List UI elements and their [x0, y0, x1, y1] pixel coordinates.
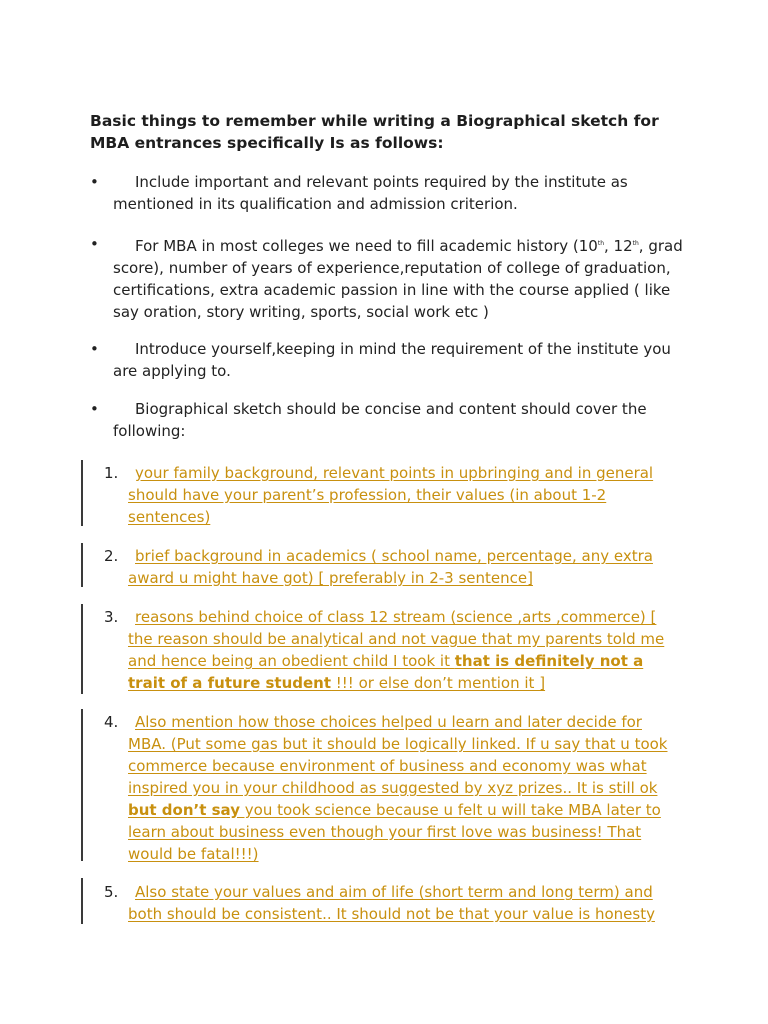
- bullet-dot: •: [90, 235, 99, 253]
- bullet-text-part: , grad score), number of years of experience,reputation of college of graduation, certifications, extra academic passion in line with the course applied ( like say oration, story writing, sports, social work etc ): [113, 237, 683, 321]
- item-text: your family background, relevant points in upbringing and in general should have your parent’s profession, their values (in about 1-2 sentences): [128, 464, 654, 526]
- change-bar: [81, 709, 83, 861]
- bullet-text-part: For MBA in most colleges we need to fill academic history (10: [135, 237, 598, 255]
- change-bar: [81, 460, 83, 526]
- bullet-text: Introduce yourself,keeping in mind the requirement of the institute you are applying to.: [113, 340, 671, 380]
- item-text: brief background in academics ( school name, percentage, any extra award u might have got) [ preferably in 2-3 sentence]: [128, 547, 653, 587]
- item-number: 3.: [104, 608, 119, 626]
- bullet-item: [90, 233, 690, 323]
- bullet-text: Biographical sketch should be concise and content should cover the following:: [113, 400, 647, 440]
- item-text-part: reasons behind choice of class 12 stream (science ,arts ,commerce) [ the reason should be analytical and not vague that my parents told me and hence being an obedient child I took it: [128, 608, 665, 670]
- heading-line-2: MBA entrances specifically Is as follows:: [90, 134, 444, 152]
- superscript-th: th: [632, 240, 639, 247]
- bullet-text: Include important and relevant points required by the institute as mentioned in its qualification and admission criterion.: [113, 173, 628, 213]
- item-text-bold: but don’t say: [128, 801, 240, 819]
- numbered-item: [104, 881, 684, 925]
- heading-line-1: Basic things to remember while writing a Biographical sketch for: [90, 112, 659, 130]
- change-bar: [81, 604, 83, 694]
- bullet-dot: •: [90, 400, 99, 418]
- bullet-dot: •: [90, 340, 99, 358]
- bullet-text: [113, 233, 690, 323]
- item-text-part: !!! or else don’t mention it ]: [331, 674, 546, 692]
- item-text-bold: that is definitely not a trait of a future student: [128, 652, 644, 692]
- bullet-item: [90, 171, 690, 215]
- item-text-part: Also mention how those choices helped u learn and later decide for MBA. (Put some gas but it should be logically linked. If u say that u took commerce because environment of business and economy was what inspired you in your childhood as suggested by xyz prizes.. It is still ok: [128, 713, 668, 797]
- item-number: 5.: [104, 883, 119, 901]
- bullet-text-part: , 12: [604, 237, 633, 255]
- numbered-item: [104, 545, 684, 589]
- numbered-item: [104, 606, 684, 694]
- item-text: Also state your values and aim of life (short term and long term) and both should be consistent.. It should not be that your value is honesty: [128, 883, 655, 923]
- document-heading: [90, 110, 680, 154]
- numbered-item: [104, 711, 684, 865]
- superscript-th: th: [597, 240, 605, 247]
- item-number: 2.: [104, 547, 119, 565]
- bullet-dot: •: [90, 173, 99, 191]
- bullet-item: [90, 338, 690, 382]
- item-text: [128, 606, 684, 694]
- change-bar: [81, 878, 83, 924]
- numbered-item: [104, 462, 684, 528]
- item-number: 1.: [104, 464, 119, 482]
- change-bar: [81, 543, 83, 587]
- item-number: 4.: [104, 713, 119, 731]
- bullet-item: [90, 398, 690, 442]
- item-text: [128, 711, 684, 865]
- item-text-part: you took science because u felt u will take MBA later to learn about business even though your first love was business! That would be fatal!!!): [128, 801, 661, 863]
